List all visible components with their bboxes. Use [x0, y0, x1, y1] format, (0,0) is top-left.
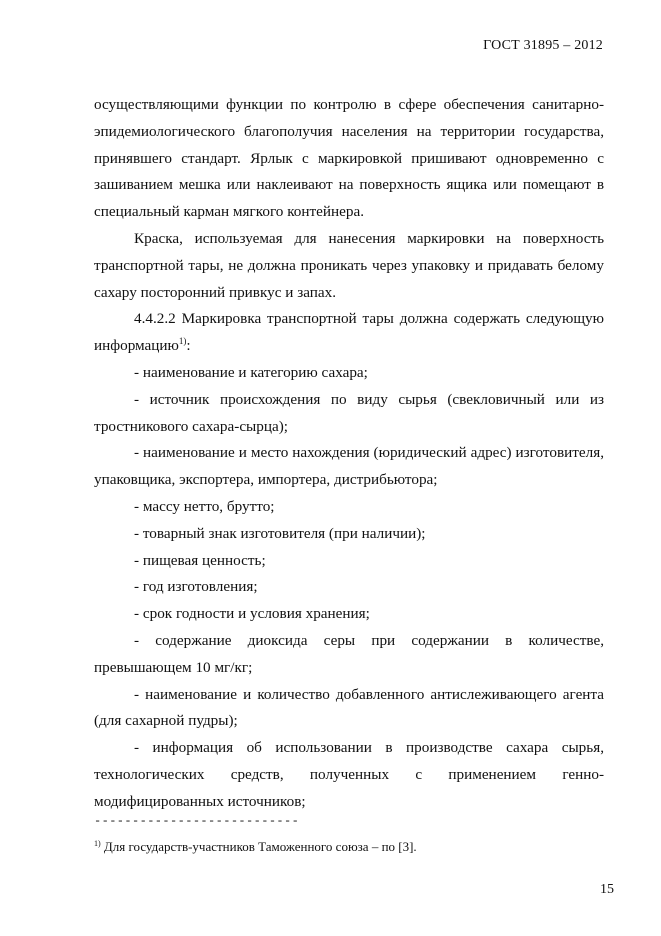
paragraph-clause-4-4-2-2: [94, 306, 604, 360]
paragraph-ink-requirements: Краска, используемая для нанесения маркировки на поверхность транспортной тары, не должна проникать через упаковку и придавать белому сахару посторонний привкус и запах.: [94, 229, 604, 301]
list-item: - источник происхождения по виду сырья (свекловичный или из тростникового сахара-сырца);: [94, 390, 604, 435]
page-number: 15: [600, 882, 614, 897]
list-item: - массу нетто, брутто;: [134, 497, 275, 515]
body-text: [94, 92, 604, 816]
list-item: - пищевая ценность;: [134, 551, 266, 569]
list-item: - информация об использовании в производстве сахара сырья, технологических средств, полученных с применением генно-модифицированных источников;: [94, 739, 604, 810]
footnote: [94, 839, 417, 855]
footnote-text: Для государств-участников Таможенного союза – по [3].: [100, 839, 417, 854]
list-item: - наименование и категорию сахара;: [134, 363, 368, 381]
list-item: - наименование и количество добавленного антислеживающего агента (для сахарной пудры);: [94, 685, 604, 730]
clause-text: 4.4.2.2 Маркировка транспортной тары должна содержать следующую информацию: [94, 310, 604, 355]
list-item: - срок годности и условия хранения;: [134, 605, 370, 623]
list-item: - товарный знак изготовителя (при наличии);: [134, 524, 426, 542]
paragraph-labeling-authority: осуществляющими функции по контролю в сфере обеспечения санитарно-эпидемиологического благополучия населения на территории государства, принявшего стандарт. Ярлык с маркировкой пришивают одновременно с зашиванием мешка или наклеивают на поверхность ящика или помещают в специальный карман мягкого контейнера.: [94, 96, 604, 221]
standard-header: ГОСТ 31895 – 2012: [483, 38, 603, 53]
list-item: - год изготовления;: [134, 578, 258, 596]
footnote-marker: 1): [94, 839, 101, 848]
footnote-reference: 1): [178, 336, 187, 347]
list-item: - содержание диоксида серы при содержании в количестве, превышающем 10 мг/кг;: [94, 631, 604, 676]
footnote-separator: ---------------------------: [94, 814, 300, 828]
clause-colon: :: [186, 337, 191, 355]
list-item: - наименование и место нахождения (юридический адрес) изготовителя, упаковщика, экспортера, импортера, дистрибьютора;: [94, 444, 604, 489]
